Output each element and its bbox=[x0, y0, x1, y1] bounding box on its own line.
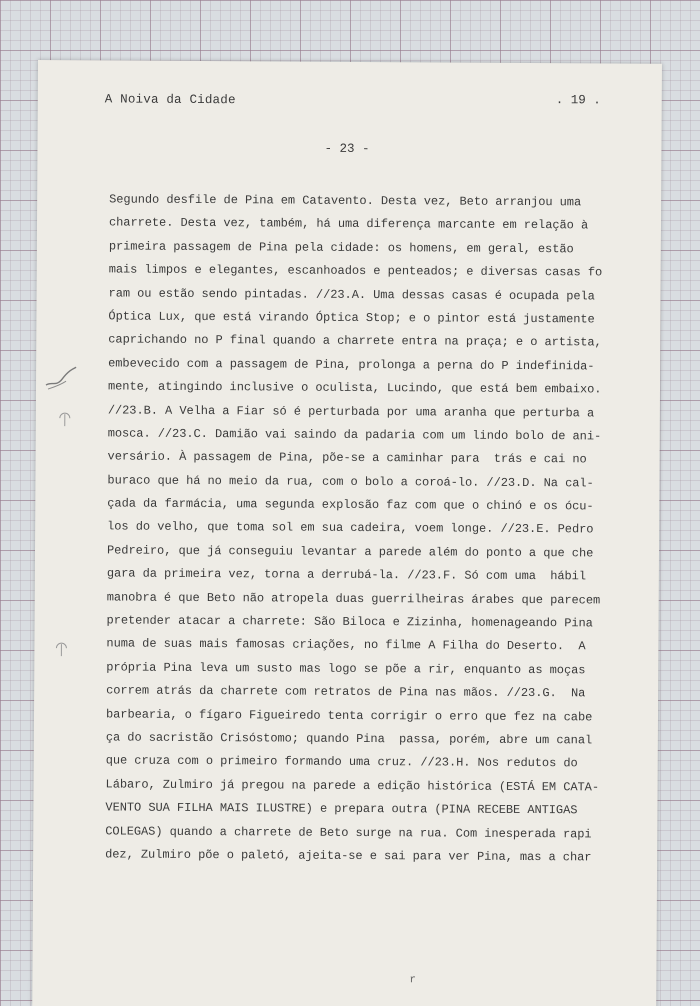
text-line: primeira passagem de Pina pela cidade: os homens, em geral, estão bbox=[108, 239, 574, 257]
text-line: buraco que há no meio da rua, com o bolo a coroá-lo. //23.D. Na cal- bbox=[107, 473, 594, 491]
text-line: pretender atacar a charrete: São Biloca e Zizinha, homenageando Pina bbox=[106, 613, 593, 631]
section-number: - 23 - bbox=[324, 141, 370, 157]
text-line: Pedreiro, que já conseguiu levantar a parede além do ponto a que che bbox=[106, 543, 594, 561]
text-line: Segundo desfile de Pina em Catavento. Desta vez, Beto arranjou uma bbox=[109, 192, 582, 210]
text-line: VENTO SUA FILHA MAIS ILUSTRE) e prepara outra (PINA RECEBE ANTIGAS bbox=[105, 800, 578, 818]
text-line: charrete. Desta vez, também, há uma diferença marcante em relação à bbox=[108, 215, 589, 233]
punch-mark-icon bbox=[58, 412, 72, 428]
document-title: A Noiva da Cidade bbox=[104, 92, 236, 108]
text-line: Óptica Lux, que está virando Óptica Stop; e o pintor está justamente bbox=[108, 309, 595, 327]
text-line: çada da farmácia, uma segunda explosão faz com que o chinó e os ócu- bbox=[107, 496, 594, 514]
pencil-mark-icon bbox=[44, 363, 78, 393]
text-line: manobra é que Beto não atropela duas guerrilheiras árabes que parecem bbox=[106, 590, 601, 608]
text-line: embevecido com a passagem de Pina, prolonga a perna do P indefinida- bbox=[108, 356, 595, 374]
footer-mark: r bbox=[409, 974, 417, 987]
text-line: mente, atingindo inclusive o oculista, Lucindo, que está bem embaixo. bbox=[107, 379, 602, 397]
text-line: caprichando no P final quando a charrete entra na praça; e o artista, bbox=[108, 332, 602, 350]
typed-page bbox=[32, 60, 662, 1006]
text-line: ram ou estão sendo pintadas. //23.A. Uma dessas casas é ocupada pela bbox=[108, 285, 595, 303]
text-line: própria Pina leva um susto mas logo se põe a rir, enquanto as moças bbox=[106, 660, 586, 678]
text-line: ça do sacristão Crisóstomo; quando Pina passa, porém, abre um canal bbox=[105, 730, 593, 748]
text-line: dez, Zulmiro põe o paletó, ajeita-se e sai para ver Pina, mas a char bbox=[105, 847, 592, 865]
body-text bbox=[105, 188, 639, 870]
text-line: mais limpos e elegantes, escanhoados e penteados; e diversas casas fo bbox=[108, 262, 603, 280]
text-line: //23.B. A Velha a Fiar só é perturbada por uma aranha que perturba a bbox=[107, 402, 595, 420]
text-line: gara da primeira vez, torna a derrubá-la. //23.F. Só com uma hábil bbox=[106, 566, 587, 584]
punch-mark-icon bbox=[54, 642, 68, 658]
text-line: versário. À passagem de Pina, põe-se a caminhar para trás e cai no bbox=[107, 449, 587, 467]
text-line: COLEGAS) quando a charrete de Beto surge na rua. Com inesperada rapi bbox=[105, 823, 592, 841]
text-line: los do velho, que toma sol em sua cadeira, voem longe. //23.E. Pedro bbox=[107, 519, 594, 537]
text-line: barbearia, o fígaro Figueiredo tenta corrigir o erro que fez na cabe bbox=[105, 707, 593, 724]
text-line: numa de suas mais famosas criações, no filme A Filha do Deserto. A bbox=[106, 636, 586, 654]
text-line: mosca. //23.C. Damião vai saindo da padaria com um lindo bolo de ani- bbox=[107, 426, 602, 444]
page-number: . 19 . bbox=[555, 93, 601, 108]
text-line: que cruza com o primeiro formando uma cruz. //23.H. Nos redutos do bbox=[105, 753, 578, 771]
text-line: Lábaro, Zulmiro já pregou na parede a edição histórica (ESTÁ EM CATA- bbox=[105, 777, 600, 795]
text-line: correm atrás da charrete com retratos de Pina nas mãos. //23.G. Na bbox=[106, 683, 586, 701]
